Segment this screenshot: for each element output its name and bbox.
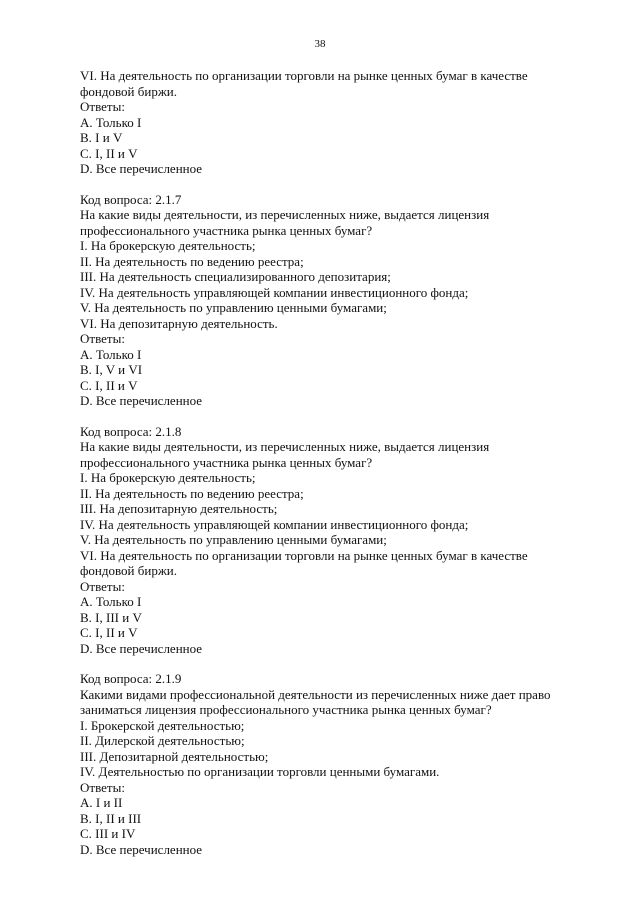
list-item: VI. На деятельность по организации торговли на рынке ценных бумаг в качестве	[80, 547, 528, 563]
question-code: Код вопроса: 2.1.8	[80, 423, 182, 439]
text-line: фондовой биржи.	[80, 83, 178, 99]
list-item: II. На деятельность по ведению реестра;	[80, 253, 304, 269]
text-line: VI. На деятельность по организации торговли на рынке ценных бумаг в качестве	[80, 68, 528, 83]
answer-option: D. Все перечисленное	[80, 640, 203, 656]
question-text: Какими видами профессиональной деятельности из перечисленных ниже дает право	[80, 686, 551, 702]
answer-option: D. Все перечисленное	[80, 161, 203, 176]
answer-option: A. Только I	[80, 594, 142, 609]
answers-label: Ответы:	[80, 578, 125, 594]
answers-label: Ответы:	[80, 331, 125, 346]
list-item: III. Депозитарной деятельностью;	[80, 748, 269, 764]
answer-option: C. I, II и V	[80, 145, 138, 161]
answer-option: B. I, V и VI	[80, 362, 143, 377]
list-item: I. На брокерскую деятельность;	[80, 238, 256, 253]
list-item: II. На деятельность по ведению реестра;	[80, 485, 304, 501]
answers-label: Ответы:	[80, 779, 125, 795]
question-text: профессионального участника рынка ценных бумаг?	[80, 222, 373, 238]
question-code: Код вопроса: 2.1.9	[80, 671, 182, 686]
answer-option: B. I, III и V	[80, 609, 142, 625]
list-item: V. На деятельность по управлению ценными бумагами;	[80, 300, 387, 315]
question-block-2-1-7	[80, 192, 570, 409]
answers-label: Ответы:	[80, 99, 125, 114]
question-block-2-1-9	[80, 671, 570, 857]
answer-option: D. Все перечисленное	[80, 393, 203, 408]
list-item: IV. Деятельностью по организации торговли ценными бумагами.	[80, 764, 440, 779]
question-text: На какие виды деятельности, из перечисленных ниже, выдается лицензия	[80, 207, 490, 222]
answer-option: A. I и II	[80, 795, 123, 810]
answer-option: B. I и V	[80, 130, 123, 145]
intro-block	[80, 68, 570, 177]
page-number: 38	[314, 38, 326, 50]
question-code: Код вопроса: 2.1.7	[80, 191, 182, 207]
answer-option: A. Только I	[80, 114, 142, 130]
question-text: профессионального участника рынка ценных бумаг?	[80, 454, 373, 470]
list-item: V. На деятельность по управлению ценными бумагами;	[80, 532, 387, 547]
question-text: На какие виды деятельности, из перечисленных ниже, выдается лицензия	[80, 439, 490, 454]
answer-option: C. I, II и V	[80, 377, 138, 393]
question-text: заниматься лицензия профессионального участника рынка ценных бумаг?	[80, 702, 492, 717]
answer-option: C. III и IV	[80, 826, 136, 841]
list-item: III. На депозитарную деятельность;	[80, 501, 278, 516]
list-item: VI. На депозитарную деятельность.	[80, 315, 278, 331]
list-item: I. Брокерской деятельностью;	[80, 717, 245, 733]
list-item: II. Дилерской деятельностью;	[80, 733, 245, 748]
document-body	[80, 68, 570, 872]
answer-option: A. Только I	[80, 346, 142, 362]
list-item: IV. На деятельность управляющей компании инвестиционного фонда;	[80, 284, 469, 300]
answer-option: C. I, II и V	[80, 625, 138, 640]
answer-option: D. Все перечисленное	[80, 841, 203, 857]
list-item: фондовой биржи.	[80, 563, 178, 578]
list-item: III. На деятельность специализированного депозитария;	[80, 269, 391, 284]
question-block-2-1-8	[80, 424, 570, 657]
answer-option: B. I, II и III	[80, 810, 142, 826]
list-item: IV. На деятельность управляющей компании инвестиционного фонда;	[80, 516, 469, 532]
list-item: I. На брокерскую деятельность;	[80, 470, 256, 485]
